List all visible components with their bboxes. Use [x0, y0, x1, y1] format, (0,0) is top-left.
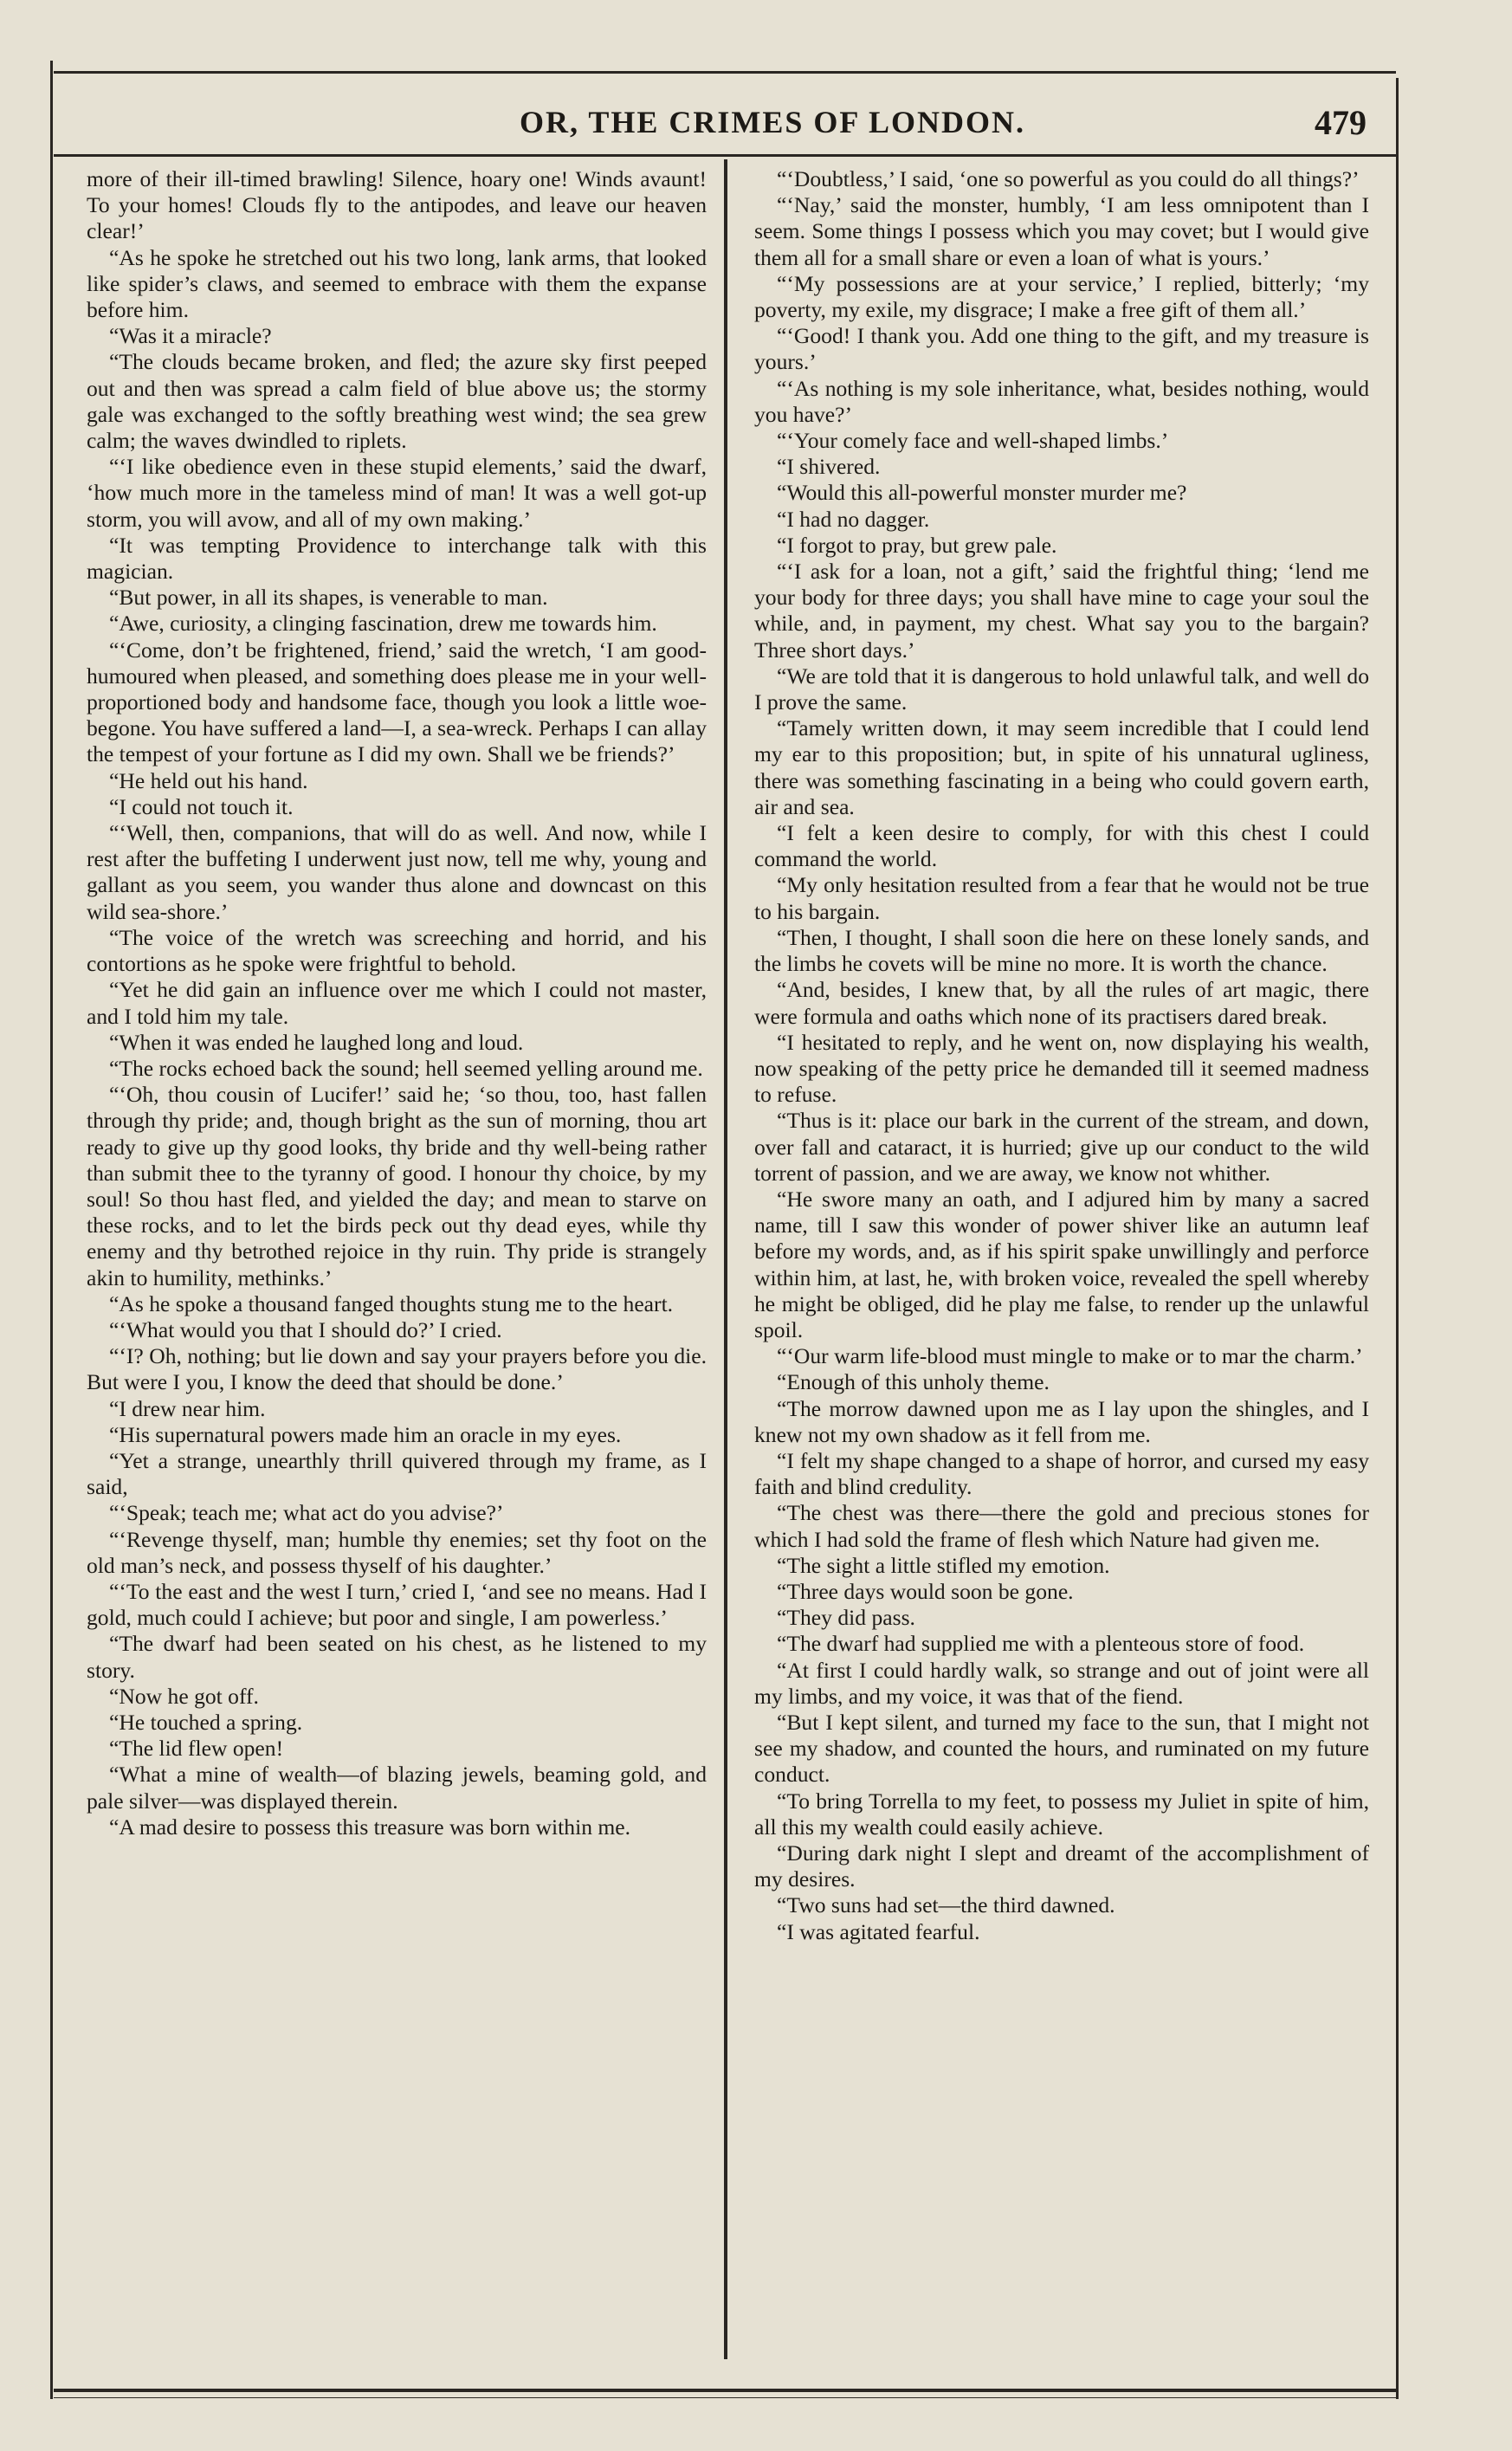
- paragraph: “As he spoke a thousand fanged thoughts stung me to the heart.: [109, 1290, 674, 1316]
- paragraph: “‘Oh, thou cousin of Lucifer!’ said he; ‘so thou, too, hast fallen through thy pride; and, though bright as the sun of morning, thou art ready to give up thy good looks, thy bride and thy well-being rather than submit thee to the tyranny of good. I honour thy choice, by my soul! So thou hast fled, and yielded the day; and mean to starve on these rocks, and to let the birds peck out thy dead eyes, while thy enemy and thy betrothed rejoice in thy ruin. Thy pride is strangely akin to humility, methinks.’: [87, 1082, 707, 1290]
- header-rule: [54, 154, 1396, 157]
- paragraph: more of their ill-timed brawling! Silence, hoary one! Winds avaunt! To your homes! Clouds fly to the antipodes, and leave our heaven clear!’: [87, 166, 707, 244]
- paragraph: “What a mine of wealth—of blazing jewels, beaming gold, and pale silver—was displayed therein.: [87, 1762, 707, 1814]
- left-border-rule: [50, 61, 53, 2399]
- paragraph: “He swore many an oath, and I adjured him by many a sacred name, till I saw this wonder of power shiver like an autumn leaf before my words, and, as if his spirit spake unwillingly and perforce within him, at last, he, with broken voice, revealed the spell whereby he might be obliged, did he play me false, to render up the unlawful spoil.: [754, 1186, 1369, 1342]
- paragraph: “He held out his hand.: [109, 767, 308, 793]
- paragraph: “His supernatural powers made him an oracle in my eyes.: [109, 1421, 622, 1447]
- paragraph: “It was tempting Providence to interchange talk with this magician.: [87, 532, 707, 585]
- paragraph: “Enough of this unholy theme.: [777, 1369, 1050, 1395]
- paragraph: “‘Your comely face and well-shaped limbs.’: [777, 428, 1169, 454]
- paragraph: “‘Our warm life-blood must mingle to make or to mar the charm.’: [777, 1343, 1363, 1369]
- paragraph: “‘Well, then, companions, that will do as well. And now, while I rest after the buffeting I underwent just now, tell me why, young and gallant as you seem, you wander thus alone and downcast on this wild sea-shore.’: [87, 820, 707, 924]
- paragraph: “‘Revenge thyself, man; humble thy enemies; set thy foot on the old man’s neck, and possess thyself of his daughter.’: [87, 1526, 707, 1578]
- paragraph: “They did pass.: [777, 1605, 915, 1631]
- paragraph: “To bring Torrella to my feet, to possess my Juliet in spite of him, all this my wealth could easily achieve.: [754, 1788, 1369, 1840]
- paragraph: “When it was ended he laughed long and loud.: [109, 1029, 524, 1055]
- paragraph: “Three days would soon be gone.: [777, 1578, 1074, 1604]
- paragraph: “The morrow dawned upon me as I lay upon the shingles, and I knew not my own shadow as it fell from me.: [754, 1395, 1369, 1447]
- paragraph: “I felt my shape changed to a shape of horror, and cursed my easy faith and blind credulity.: [754, 1447, 1369, 1500]
- paragraph: “Two suns had set—the third dawned.: [777, 1892, 1115, 1918]
- paragraph: “‘Speak; teach me; what act do you advise?’: [109, 1500, 504, 1526]
- paragraph: “‘My possessions are at your service,’ I replied, bitterly; ‘my poverty, my exile, my disgrace; I make a free gift of them all.’: [754, 270, 1369, 323]
- paragraph: “‘As nothing is my sole inheritance, what, besides nothing, would you have?’: [754, 375, 1369, 427]
- paragraph: “‘I ask for a loan, not a gift,’ said the frightful thing; ‘lend me your body for three days; you shall have mine to cage your soul the while, and, in payment, my chest. What say you to the bargain? Three short days.’: [754, 559, 1369, 663]
- paragraph: “At first I could hardly walk, so strange and out of joint were all my limbs, and my voice, it was that of the fiend.: [754, 1657, 1369, 1709]
- paragraph: “‘To the east and the west I turn,’ cried I, ‘and see no means. Had I gold, much could I achieve; but poor and single, I am powerless.’: [87, 1578, 707, 1631]
- paragraph: “The lid flew open!: [109, 1736, 284, 1762]
- paragraph: “‘Come, don’t be frightened, friend,’ said the wretch, ‘I am good-humoured when pleased, and something does please me in your well-proportioned body and handsome face, though you look a little woe-begone. You have suffered a land—I, a sea-wreck. Perhaps I can allay the tempest of your fortune as I did my own. Shall we be friends?’: [87, 637, 707, 767]
- paragraph: “I shivered.: [777, 454, 881, 480]
- paragraph: “We are told that it is dangerous to hold unlawful talk, and well do I prove the same.: [754, 663, 1369, 715]
- paragraph: “But I kept silent, and turned my face to the sun, that I might not see my shadow, and counted the hours, and ruminated on my future conduct.: [754, 1709, 1369, 1788]
- paragraph: “During dark night I slept and dreamt of the accomplishment of my desires.: [754, 1840, 1369, 1892]
- column-divider: [724, 159, 727, 2359]
- paragraph: “I felt a keen desire to comply, for with this chest I could command the world.: [754, 820, 1369, 872]
- paragraph: “The dwarf had been seated on his chest, as he listened to my story.: [87, 1631, 707, 1683]
- right-border-rule: [1396, 78, 1399, 2399]
- left-text-column: [87, 166, 707, 2349]
- paragraph: “Awe, curiosity, a clinging fascination, drew me towards him.: [109, 611, 657, 637]
- paragraph: “He touched a spring.: [109, 1709, 303, 1735]
- paragraph: “The dwarf had supplied me with a plenteous store of food.: [777, 1631, 1305, 1657]
- paragraph: “‘I? Oh, nothing; but lie down and say your prayers before you die. But were I you, I know the deed that should be done.’: [87, 1343, 707, 1395]
- right-text-column: [754, 166, 1369, 2349]
- paragraph: “I forgot to pray, but grew pale.: [777, 532, 1057, 558]
- paragraph: “Yet a strange, unearthly thrill quivered through my frame, as I said,: [87, 1447, 707, 1500]
- paragraph: “‘I like obedience even in these stupid elements,’ said the dwarf, ‘how much more in the tameless mind of man! It was a well got-up storm, you will avow, and all of my own making.’: [87, 454, 707, 532]
- top-rule: [54, 71, 1396, 74]
- paragraph: “The chest was there—there the gold and precious stones for which I had sold the frame of flesh which Nature had given me.: [754, 1500, 1369, 1552]
- paragraph: “The voice of the wretch was screeching and horrid, and his contortions as he spoke were frightful to behold.: [87, 924, 707, 977]
- paragraph: “I had no dagger.: [777, 506, 930, 532]
- paragraph: “Was it a miracle?: [109, 323, 272, 349]
- paragraph: “The rocks echoed back the sound; hell seemed yelling around me.: [109, 1055, 703, 1081]
- paragraph: “My only hesitation resulted from a fear that he would not be true to his bargain.: [754, 872, 1369, 924]
- paragraph: “A mad desire to possess this treasure was born within me.: [109, 1814, 631, 1840]
- paragraph: “I hesitated to reply, and he went on, now displaying his wealth, now speaking of the petty price he demanded till it seemed madness to refuse.: [754, 1029, 1369, 1108]
- bottom-rule: [54, 2389, 1396, 2392]
- paragraph: “I drew near him.: [109, 1395, 266, 1421]
- paragraph: “‘Nay,’ said the monster, humbly, ‘I am less omnipotent than I seem. Some things I possess which you may covet; but I would give them all for a small share or even a loan of what is yours.’: [754, 192, 1369, 270]
- paragraph: “Tamely written down, it may seem incredible that I could lend my ear to this proposition; but, in spite of his unnatural ugliness, there was something fascinating in a being who could govern earth, air and sea.: [754, 715, 1369, 819]
- paragraph: “I could not touch it.: [109, 793, 294, 819]
- paragraph: “Would this all-powerful monster murder me?: [777, 480, 1187, 506]
- page-number: 479: [1315, 103, 1367, 142]
- paragraph: “Then, I thought, I shall soon die here on these lonely sands, and the limbs he covets will be mine no more. It is worth the chance.: [754, 924, 1369, 977]
- paragraph: “But power, in all its shapes, is venerable to man.: [109, 585, 548, 611]
- paragraph: “‘Doubtless,’ I said, ‘one so powerful as you could do all things?’: [777, 166, 1360, 191]
- paragraph: “As he spoke he stretched out his two long, lank arms, that looked like spider’s claws, and seemed to embrace with them the expanse before him.: [87, 244, 707, 323]
- running-title: OR, THE CRIMES OF LONDON.: [519, 105, 1026, 139]
- paragraph: “The clouds became broken, and fled; the azure sky first peeped out and then was spread a calm field of blue above us; the stormy gale was exchanged to the softly breathing west wind; the sea grew calm; the waves dwindled to riplets.: [87, 349, 707, 454]
- page-header: [54, 97, 1396, 149]
- paragraph: “‘What would you that I should do?’ I cried.: [109, 1316, 502, 1342]
- paragraph: “The sight a little stifled my emotion.: [777, 1552, 1110, 1578]
- paragraph: “Thus is it: place our bark in the current of the stream, and down, over fall and cataract, it is hurried; give up our conduct to the wild torrent of passion, and we are away, we know not whither.: [754, 1108, 1369, 1186]
- paragraph: “‘Good! I thank you. Add one thing to the gift, and my treasure is yours.’: [754, 323, 1369, 375]
- paragraph: “Now he got off.: [109, 1683, 259, 1709]
- bottom-rule-thin: [54, 2397, 1396, 2398]
- paragraph: “Yet he did gain an influence over me which I could not master, and I told him my tale.: [87, 977, 707, 1029]
- paragraph: “And, besides, I knew that, by all the rules of art magic, there were formula and oaths which none of its practisers dared break.: [754, 977, 1369, 1029]
- paragraph: “I was agitated fearful.: [777, 1918, 980, 1944]
